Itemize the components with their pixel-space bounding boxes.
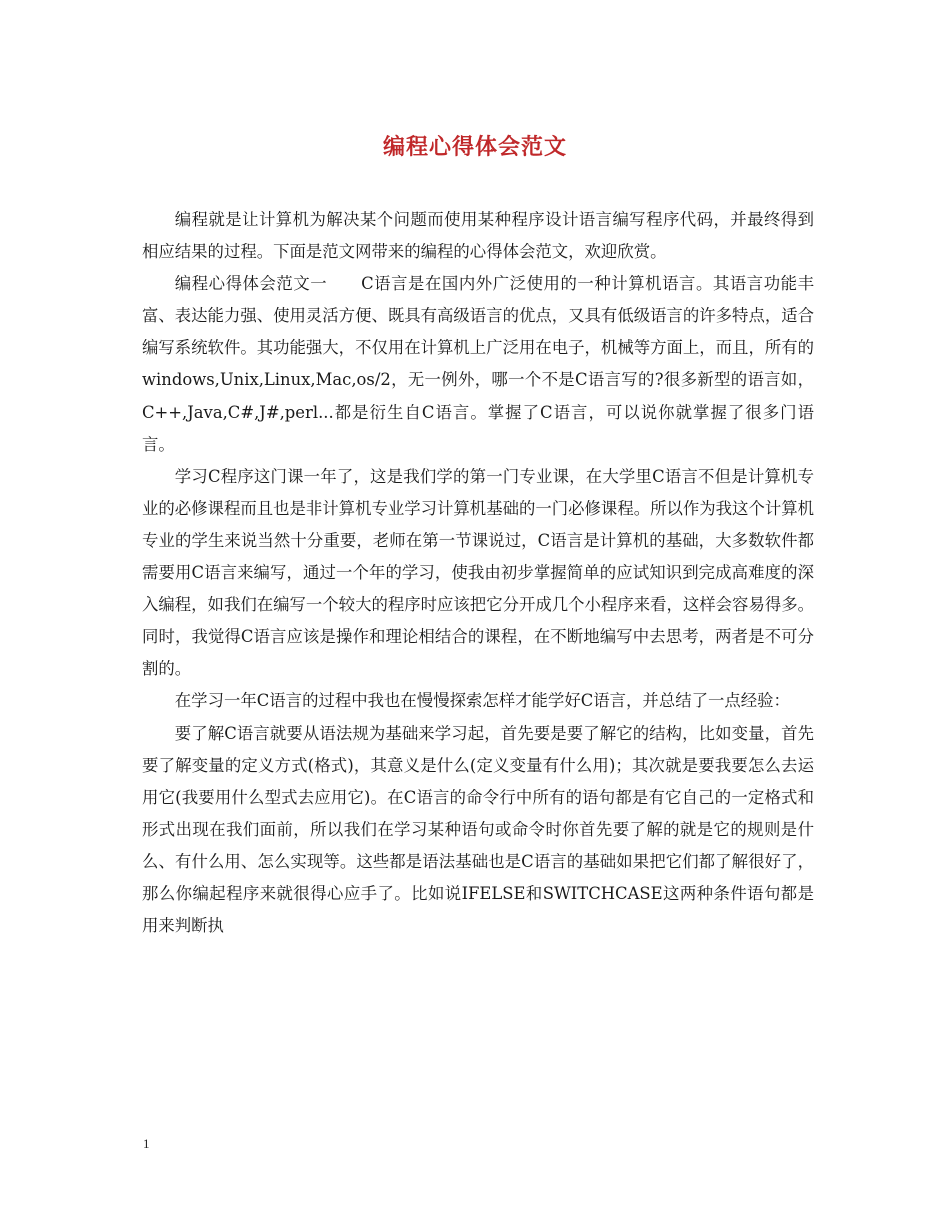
document-body (142, 204, 814, 942)
paragraph-study-experience: 学习C程序这门课一年了，这是我们学的第一门专业课，在大学里C语言不但是计算机专业的必修课程而且也是非计算机专业学习计算机基础的一门必修课程。所以作为我这个计算机专业的学生来说当然十分重要，老师在第一节课说过，C语言是计算机的基础，大多数软件都需要用C语言来编写，通过一个年的学习，使我由初步掌握简单的应试知识到完成高难度的深入编程，如我们在编写一个较大的程序时应该把它分开成几个小程序来看，这样会容易得多。同时，我觉得C语言应该是操作和理论相结合的课程，在不断地编写中去思考，两者是不可分割的。 (142, 466, 815, 679)
page-title: 编程心得体会范文 (382, 134, 567, 160)
page-number: 1 (143, 1136, 150, 1151)
paragraph-syntax-advice: 要了解C语言就要从语法规为基础来学习起，首先要是要了解它的结构，比如变量，首先要了解变量的定义方式(格式)，其意义是什么(定义变量有什么用)；其次就是要我要怎么去运用它(我要用什么型式去应用它)。在C语言的命令行中所有的语句都是有它自己的一定格式和形式出现在我们面前，所以我们在学习某种语句或命令时你首先要了解的就是它的规则是什么、有什么用、怎么实现等。这些都是语法基础也是C语言的基础如果把它们都了解很好了，那么你编起程序来就很得心应手了。比如说IFELSE和SWITCHCASE这两种条件语句都是用来判断执 (142, 723, 814, 936)
paragraph-summary-intro: 在学习一年C语言的过程中我也在慢慢探索怎样才能学好C语言，并总结了一点经验： (174, 691, 790, 711)
paragraph-c-language-overview: 编程心得体会范文一 C语言是在国内外广泛使用的一种计算机语言。其语言功能丰富、表达能力强、使用灵活方便、既具有高级语言的优点，又具有低级语言的许多特点，适合编写系统软件。其功能强大，不仅用在计算机上广泛用在电子，机械等方面上，而且，所有的windows,Unix,Linux,Mac,os/2，无一例外，哪一个不是C语言写的?很多新型的语言如，C++,Java,C#,J#,perl...都是衍生自C语言。掌握了C语言，可以说你就掌握了很多门语言。 (142, 274, 815, 454)
paragraph-intro: 编程就是让计算机为解决某个问题而使用某种程序设计语言编写程序代码，并最终得到相应结果的过程。下面是范文网带来的编程的心得体会范文，欢迎欣赏。 (142, 210, 814, 262)
